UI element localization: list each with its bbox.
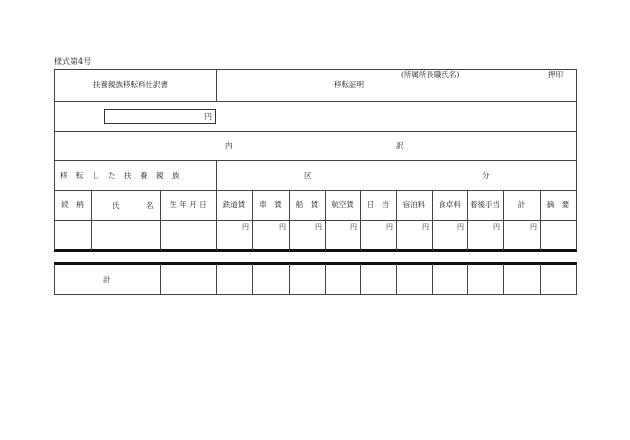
section-divider xyxy=(216,160,217,190)
form-title: 扶養親族移転料仕訳書 xyxy=(93,80,168,89)
thick-divider-2 xyxy=(54,262,577,265)
row-border-breakdown xyxy=(54,160,577,161)
table-left-border xyxy=(54,69,55,250)
col-lodging: 宿泊料 xyxy=(402,200,426,210)
total-col-divider-name xyxy=(160,264,161,295)
family-header: 移 転 し た 扶 養 親 族 xyxy=(60,171,180,180)
yen-unit-car: 円 xyxy=(279,223,286,231)
table-bottom-border xyxy=(54,294,577,295)
row-border-amount xyxy=(54,131,577,132)
col-car: 車 賃 xyxy=(259,200,282,210)
seal-label: 押印 xyxy=(548,70,563,79)
table-right-border-bottom xyxy=(576,264,577,295)
total-row-label: 計 xyxy=(103,275,111,284)
header-divider xyxy=(216,69,217,101)
col-divider-relation xyxy=(91,190,92,250)
total-col-divider-total xyxy=(540,264,541,295)
certificate-label: 移転証明 xyxy=(334,80,364,89)
yen-unit-settle: 円 xyxy=(493,223,500,231)
yen-unit-lodging: 円 xyxy=(422,223,429,231)
col-daily: 日 当 xyxy=(366,200,390,210)
table-left-border-bottom xyxy=(54,264,55,295)
col-air: 航空賃 xyxy=(331,200,354,210)
yen-unit-ship: 円 xyxy=(315,223,322,231)
col-total: 計 xyxy=(517,200,526,210)
row-border-header xyxy=(54,101,577,102)
total-col-divider-ship xyxy=(325,264,326,295)
category-label-right: 分 xyxy=(482,171,490,180)
total-col-divider-meal xyxy=(467,264,468,295)
total-col-divider-rail xyxy=(252,264,253,295)
table-top-border xyxy=(54,69,577,70)
total-col-divider-lodging xyxy=(432,264,433,295)
yen-unit-total: 円 xyxy=(530,223,537,231)
table-right-border xyxy=(576,69,577,250)
col-name-left: 氏 xyxy=(112,201,120,210)
amount-field[interactable] xyxy=(104,109,216,124)
yen-unit-rail: 円 xyxy=(242,223,249,231)
amount-unit: 円 xyxy=(204,112,212,121)
breakdown-label-right: 訳 xyxy=(396,141,404,150)
total-col-divider-birth xyxy=(216,264,217,295)
category-label-left: 区 xyxy=(304,171,312,180)
total-col-divider-car xyxy=(289,264,290,295)
col-birth: 生 年 月 日 xyxy=(169,200,207,210)
yen-unit-meal: 円 xyxy=(457,223,464,231)
yen-unit-air: 円 xyxy=(350,223,357,231)
breakdown-label-left: 内 xyxy=(225,141,233,150)
thick-divider-1 xyxy=(54,249,577,252)
official-name-label: (所属所長職氏名) xyxy=(401,70,460,79)
col-relation: 続 柄 xyxy=(61,200,84,210)
total-col-divider-air xyxy=(360,264,361,295)
form-number: 様式第4号 xyxy=(54,57,92,66)
row-border-columns xyxy=(54,220,577,221)
col-rail: 鉄道賃 xyxy=(222,200,246,210)
total-col-divider-settle xyxy=(503,264,504,295)
col-ship: 船 賃 xyxy=(295,200,319,210)
yen-unit-daily: 円 xyxy=(386,223,393,231)
col-name-right: 名 xyxy=(146,201,154,210)
col-settle: 着後手当 xyxy=(470,200,500,210)
col-meal: 食卓料 xyxy=(438,200,461,210)
col-remarks: 摘 要 xyxy=(546,200,570,210)
total-col-divider-daily xyxy=(396,264,397,295)
row-border-section xyxy=(54,190,577,191)
